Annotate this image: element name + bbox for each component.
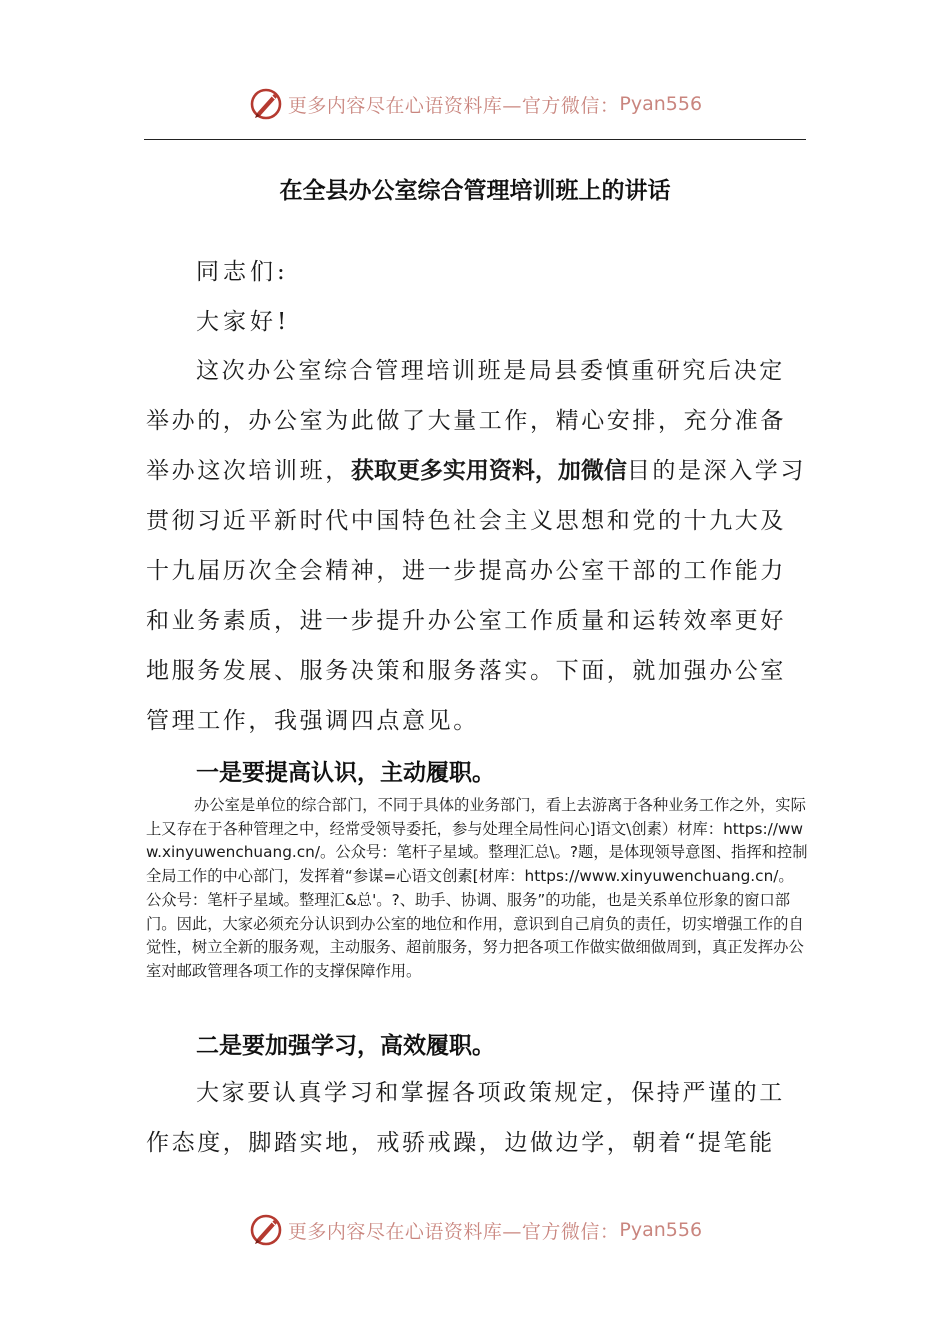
section-heading-2: 二是要加强学习，高效履职。 [196,1033,495,1059]
pen-logo-icon [248,86,284,122]
document-title: 在全县办公室综合管理培训班上的讲话 [279,178,671,204]
intro-paragraph [146,346,810,746]
pen-logo-icon [248,1212,284,1248]
header-divider [144,139,806,140]
intro-text-start: 这次办公室综合管理培训班是局县委慎重研究后决定举办的，办公室为此做了大量工作，精心安排，充分准备举办这次培训班， [146,358,786,484]
section-2-paragraph: 大家要认真学习和掌握各项政策规定，保持严谨的工作态度，脚踏实地，戒骄戒躁，边做边学，朝着“提笔能 [146,1080,785,1156]
watermark-wechat-id: Pyan556 [619,93,703,115]
intro-text-end: 目的是深入学习贯彻习近平新时代中国特色社会主义思想和党的十九大及十九届历次全会精神，进一步提高办公室干部的工作能力和业务素质，进一步提升办公室工作质量和运转效率更好地服务发展、服务决策和服务落实。下面，就加强办公室管理工作，我强调四点意见。 [146,458,807,734]
watermark-text: 更多内容尽在心语资料库—官方微信： [287,1220,620,1243]
header-watermark [0,80,950,128]
watermark-text: 更多内容尽在心语资料库—官方微信： [287,94,620,117]
inline-promo-text: 获取更多实用资料，加微信 [350,458,627,484]
section-1-paragraph: 办公室是单位的综合部门，不同于具体的业务部门，看上去游离于各种业务工作之外，实际上又存在于各种管理之中，经常受领导委托，参与处理全局性问心]语文\创素）材库：https://www.xinyuwenchuang.cn/。公众号：笔杆子星域。整理汇总\。?题，是体现领导意图、指挥和控制全局工作的中心部门，发挥着“参谋=心语文创素[材库：https://www.xinyuwenchuang.cn/。公众号：笔杆子星域。整理汇&总'。?、助手、协调、服务”的功能，也是关系单位形象的窗口部门。因此，大家必须充分认识到办公室的地位和作用，意识到自己肩负的责任，切实增强工作的自觉性，树立全新的服务观，主动服务、超前服务，努力把各项工作做实做细做周到，真正发挥办公室对邮政管理各项工作的支撑保障作用。 [146,796,808,980]
greeting: 大家好! [196,309,291,335]
footer-watermark [0,1206,950,1254]
section-heading-1: 一是要提高认识，主动履职。 [196,760,495,786]
salutation: 同志们: [196,259,289,285]
watermark-wechat-id: Pyan556 [619,1219,703,1241]
